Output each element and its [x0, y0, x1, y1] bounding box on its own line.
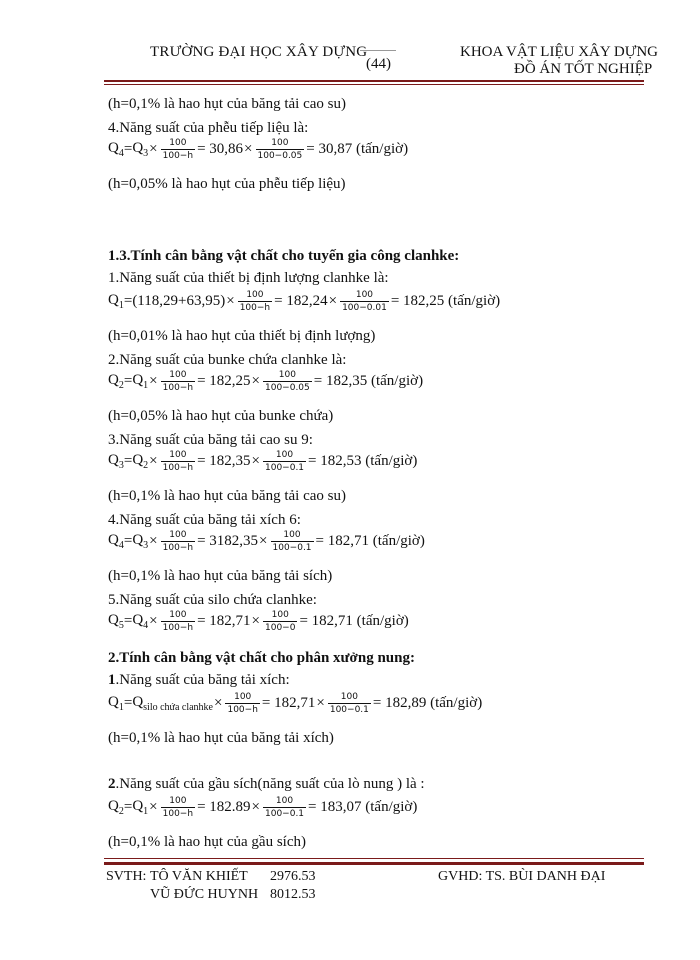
- equals-sign: =: [123, 695, 133, 711]
- times-sign: ×: [214, 695, 223, 711]
- equation-term: $Q_1$: [132, 798, 149, 817]
- text-line: [108, 672, 290, 689]
- fraction: $\frac{100}{100-h}$: [227, 692, 258, 715]
- text-line: 3.Năng suất của băng tải cao su 9:: [108, 432, 313, 448]
- student-id: 2976.53: [270, 869, 316, 884]
- times-sign: ×: [316, 695, 325, 711]
- fraction: $\frac{100}{100-0.05}$: [265, 370, 310, 393]
- text-line: (h=0,1% là hao hụt của gầu sích): [108, 834, 306, 850]
- equation-lhs: $Q_5$: [108, 612, 124, 631]
- equation: [108, 610, 409, 633]
- item-number: 2: [108, 776, 116, 792]
- student-name: VŨ ĐỨC HUYNH: [150, 887, 259, 902]
- equation-term: $Q_3$: [132, 140, 149, 159]
- fraction: $\frac{100}{100-0}$: [265, 610, 296, 633]
- fraction: $\frac{100}{100-h}$: [239, 290, 271, 313]
- text-line: (h=0,01% là hao hụt của thiết bị định lượng): [108, 328, 376, 344]
- equation: [108, 370, 423, 393]
- times-sign: ×: [149, 613, 158, 629]
- equation-value: = 182,71: [261, 695, 316, 711]
- times-sign: ×: [328, 293, 338, 309]
- equation: [108, 290, 500, 313]
- fraction: $\frac{100}{100-0.1}$: [265, 450, 305, 473]
- equals-sign: =: [123, 533, 133, 549]
- equation-term: $Q_3$: [132, 532, 149, 551]
- fraction: $\frac{100}{100-h}$: [162, 796, 194, 819]
- item-text: .Năng suất của băng tải xích:: [115, 672, 290, 688]
- equation-result: = 182,53 (tấn/giờ): [308, 453, 418, 469]
- equation-lhs: $Q_2$: [108, 372, 124, 391]
- equation: [108, 796, 417, 819]
- section-heading: 1.3.Tính cân bằng vật chất cho tuyến gia công clanhke:: [108, 248, 460, 264]
- equation-value: = 182,35: [197, 453, 251, 469]
- page-number-bar: [360, 50, 396, 51]
- text-line: 1.Năng suất của thiết bị định lượng clanhke là:: [108, 270, 389, 286]
- text-line: 4.Năng suất của băng tải xích 6:: [108, 512, 301, 528]
- equation-value: = 182,24: [274, 293, 328, 309]
- times-sign: ×: [226, 293, 235, 309]
- footer-divider: [104, 862, 644, 865]
- equation-lhs: $Q_4$: [108, 532, 124, 551]
- equation-lhs: $Q_4$: [108, 140, 124, 159]
- fraction: $\frac{100}{100-h}$: [162, 610, 194, 633]
- equals-sign: =: [123, 613, 133, 629]
- text-line: (h=0,05% là hao hụt của phễu tiếp liệu): [108, 176, 346, 192]
- fraction: $\frac{100}{100-0.05}$: [257, 138, 303, 161]
- fraction: $\frac{100}{100-0.1}$: [265, 796, 305, 819]
- equals-sign: =: [123, 373, 133, 389]
- equation-result: = 182,71 (tấn/giờ): [315, 533, 425, 549]
- equation-result: = 183,07 (tấn/giờ): [308, 799, 418, 815]
- equation-value: = 182,71: [197, 613, 251, 629]
- student-name: TÔ VĂN KHIẾT: [150, 869, 248, 884]
- times-sign: ×: [251, 373, 260, 389]
- equation: [108, 450, 417, 473]
- supervisor: GVHD: TS. BÙI DANH ĐẠI: [438, 869, 606, 884]
- times-sign: ×: [259, 533, 268, 549]
- equation-term: $Q_{silo chứa clanhke}$: [132, 694, 213, 713]
- svth-label: SVTH:: [106, 869, 147, 884]
- project-title: ĐỒ ÁN TỐT NGHIỆP: [514, 61, 653, 77]
- text-line: (h=0,1% là hao hụt của băng tải sích): [108, 568, 333, 584]
- times-sign: ×: [149, 141, 158, 157]
- times-sign: ×: [149, 453, 158, 469]
- text-line: (h=0,1% là hao hụt của băng tải cao su): [108, 96, 346, 112]
- footer-divider-thin: [104, 858, 644, 859]
- equation: [108, 530, 425, 553]
- equation-lhs: $Q_1$: [108, 292, 124, 311]
- text-line: 2.Năng suất của bunke chứa clanhke là:: [108, 352, 347, 368]
- equation-result: = 30,87 (tấn/giờ): [306, 141, 409, 157]
- section-heading: 2.Tính cân bằng vật chất cho phân xưởng nung:: [108, 650, 415, 666]
- equals-sign: =: [123, 141, 133, 157]
- equals-sign: =: [123, 293, 133, 309]
- equation-value: = 3182,35: [197, 533, 259, 549]
- equation-lhs: $Q_1$: [108, 694, 124, 713]
- equation-term: $Q_2$: [132, 452, 149, 471]
- equation: [108, 692, 482, 715]
- fraction: $\frac{100}{100-h}$: [162, 450, 194, 473]
- times-sign: ×: [251, 453, 260, 469]
- times-sign: ×: [251, 799, 260, 815]
- text-line: 5.Năng suất của silo chứa clanhke:: [108, 592, 317, 608]
- item-number: 1: [108, 672, 116, 688]
- page-header: [0, 0, 700, 96]
- student-id: 8012.53: [270, 887, 316, 902]
- equation-result: = 182,89 (tấn/giờ): [372, 695, 483, 711]
- fraction: $\frac{100}{100-h}$: [162, 530, 194, 553]
- text-line: (h=0,05% là hao hụt của bunke chứa): [108, 408, 334, 424]
- equals-sign: =: [123, 453, 133, 469]
- equation-term: $Q_1$: [132, 372, 149, 391]
- equation-value: = 182,25: [197, 373, 251, 389]
- times-sign: ×: [149, 799, 158, 815]
- equation-lhs: $Q_3$: [108, 452, 124, 471]
- fraction: $\frac{100}{100-0.01}$: [342, 290, 387, 313]
- text-line: (h=0,1% là hao hụt của băng tải cao su): [108, 488, 346, 504]
- equation-value: = 182.89: [197, 799, 251, 815]
- text-line: (h=0,1% là hao hụt của băng tải xích): [108, 730, 334, 746]
- university-name: TRƯỜNG ĐẠI HỌC XÂY DỰNG: [150, 44, 368, 60]
- equation-term: (118,29+63,95): [132, 293, 226, 309]
- equation: [108, 138, 408, 161]
- equation-term: $Q_4$: [132, 612, 149, 631]
- times-sign: ×: [149, 373, 158, 389]
- equation-value: = 30,86: [197, 141, 244, 157]
- header-divider: [104, 80, 644, 82]
- faculty-name: KHOA VẬT LIỆU XÂY DỰNG: [460, 44, 659, 60]
- fraction: $\frac{100}{100-0.1}$: [329, 692, 369, 715]
- equals-sign: =: [123, 799, 133, 815]
- equation-result: = 182,35 (tấn/giờ): [313, 373, 424, 389]
- times-sign: ×: [244, 141, 253, 157]
- item-text: .Năng suất của gầu sích(năng suất của lò nung ) là :: [115, 776, 425, 792]
- times-sign: ×: [251, 613, 260, 629]
- fraction: $\frac{100}{100-h}$: [162, 138, 194, 161]
- page-number: (44): [366, 56, 391, 72]
- equation-result: = 182,25 (tấn/giờ): [390, 293, 501, 309]
- equation-lhs: $Q_2$: [108, 798, 124, 817]
- text-line: 4.Năng suất của phễu tiếp liệu là:: [108, 120, 309, 136]
- equation-result: = 182,71 (tấn/giờ): [299, 613, 409, 629]
- fraction: $\frac{100}{100-0.1}$: [272, 530, 312, 553]
- times-sign: ×: [149, 533, 158, 549]
- header-divider-thin: [104, 84, 644, 85]
- fraction: $\frac{100}{100-h}$: [162, 370, 194, 393]
- text-line: [108, 776, 425, 793]
